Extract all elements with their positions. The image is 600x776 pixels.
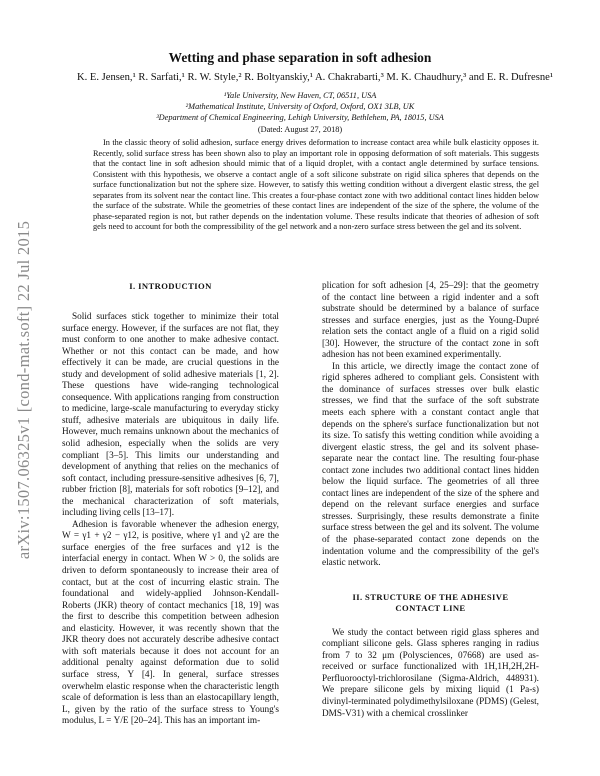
affiliation-3: ³Department of Chemical Engineering, Lehigh University, Bethlehem, PA, 18015, USA bbox=[156, 113, 444, 122]
intro-paragraph-2-continued: plication for soft adhesion [4, 25–29]: that the geometry of the contact line between a rigid indenter and a soft substrate should be determined by a balance of surface stresses and surface energies, just as the Young-Dupré relation sets the contact angle of a fluid on a rigid solid [30]. However, the structure of the contact zone in soft adhesion has not been examined experimentally. bbox=[322, 281, 539, 361]
author-list: K. E. Jensen,¹ R. Sarfati,¹ R. W. Style,² R. Boltyanskiy,¹ A. Chakrabarti,³ M. K. Chaudhury,³ and E. R. Dufresne¹ bbox=[76, 72, 554, 83]
affiliation-2: ²Mathematical Institute, University of Oxford, Oxford, OX1 3LB, UK bbox=[185, 102, 415, 111]
arxiv-identifier-text: arXiv:1507.06325v1 [cond-mat.soft] 22 Jul 2015 bbox=[14, 220, 34, 560]
intro-paragraph-3: In this article, we directly image the contact zone of rigid spheres adhered to compliant gels. Consistent with the dominance of surfaces stresses over bulk elastic stresses, we find that the surface of the soft substrate meets each sphere with a constant contact angle that depends on the sphere's surface functionalization but not its size. To satisfy this wetting condition while avoiding a divergent elastic stress, the gel and its solvent phase-separate near the contact line. The resulting four-phase contact zone includes two additional contact lines hidden below the liquid surface. The geometries of all three contact lines are independent of the size of the sphere and depend on the relevant surface energies and surface stresses. Surprisingly, these results demonstrate a finite surface stress between the gel and its solvent. The volume of the phase-separated contact zone depends on the indentation volume and the compressibility of the gel's elastic network. bbox=[322, 361, 539, 569]
abstract: In the classic theory of solid adhesion, surface energy drives deformation to increase contact area while bulk elasticity opposes it. Recently, solid surface stress has been shown also to play an important role in opposing deformation of soft materials. This suggests that the contact line in soft adhesion should mimic that of a liquid droplet, with a contact angle determined by surface tensions. Consistent with this hypothesis, we observe a contact angle of a soft silicone substrate on rigid silica spheres that depends on the surface functionalization but not the sphere size. However, to satisfy this wetting condition without a divergent elastic stress, the gel separates from its solvent near the contact line. This creates a four-phase contact zone with two additional contact lines hidden below the surface of the substrate. While the geometries of these contact lines are independent of the size of the sphere, the volume of the phase-separated region is not, but rather depends on the indentation volume. These results indicate that theories of adhesion of soft gels need to account for both the compressibility of the gel network and a non-zero surface stress between the gel and its solvent. bbox=[93, 138, 539, 232]
structure-paragraph-1: We study the contact between rigid glass spheres and compliant silicone gels. Glass spheres ranging in radius from 7 to 32 μm (Polysciences, 07668) are used as-received or surface functionalized with 1H,1H,2H,2H-Perfluorooctyl-trichlorosilane (Sigma-Aldrich, 448931). We prepare silicone gels by mixing liquid (1 Pa-s) divinyl-terminated polydimethylsiloxane (PDMS) (Gelest, DMS-V31) with a chemical crosslinker bbox=[322, 627, 539, 719]
section-heading-introduction: I. INTRODUCTION bbox=[129, 281, 212, 291]
intro-paragraph-2: Adhesion is favorable whenever the adhesion energy, W = γ1 + γ2 − γ12, is positive, where γ1 and γ2 are the surface energies of the free surfaces and γ12 is the interfacial energy in contact. When W > 0, the solids are driven to deform spontaneously to increase their area of contact, but at the cost of incurring elastic strain. The foundational and widely-applied Johnson-Kendall-Roberts (JKR) theory of contact mechanics [18, 19] was the first to describe this competition between adhesion and elasticity. However, it was recently shown that the JKR theory does not accurately describe adhesive contact with soft materials because it does not account for an additional penalty against deformation due to solid surface stress, Υ [4]. In general, surface stresses overwhelm elastic response when the characteristic length scale of deformation is less than an elastocapillary length, L, given by the ratio of the surface stress to Young's modulus, L = Υ/E [20–24]. This has an important im- bbox=[62, 519, 279, 727]
arxiv-identifier bbox=[12, 150, 36, 630]
date-line: (Dated: August 27, 2018) bbox=[257, 125, 343, 134]
section-heading-structure-line1: II. STRUCTURE OF THE ADHESIVE bbox=[352, 591, 509, 602]
right-column bbox=[322, 281, 539, 720]
section-heading-structure bbox=[322, 592, 539, 614]
affiliation-1: ¹Yale University, New Haven, CT, 06511, USA bbox=[223, 91, 377, 100]
left-column bbox=[62, 281, 279, 728]
section-heading-structure-line2: CONTACT LINE bbox=[395, 602, 466, 613]
paper-title: Wetting and phase separation in soft adhesion bbox=[168, 50, 432, 65]
intro-paragraph-1: Solid surfaces stick together to minimize their total surface energy. However, if the surfaces are not flat, they must conform to one another to make adhesive contact. Whether or not this contact can be made, and how effectively it can be made, are crucial questions in the study and development of solid adhesive materials [1, 2]. These questions have wide-ranging technological consequence. With applications ranging from construction to medicine, large-scale manufacturing to everyday sticky stuff, adhesive materials are ubiquitous in daily life. However, much remains unknown about the mechanics of solid adhesion, especially when the solids are very compliant [3–5]. This limits our understanding and development of anything that relies on the mechanics of soft contact, including pressure-sensitive adhesives [6, 7], rubber friction [8], materials for soft robotics [9–12], and the mechanical characterization of soft materials, including living cells [13–17]. bbox=[62, 312, 279, 519]
